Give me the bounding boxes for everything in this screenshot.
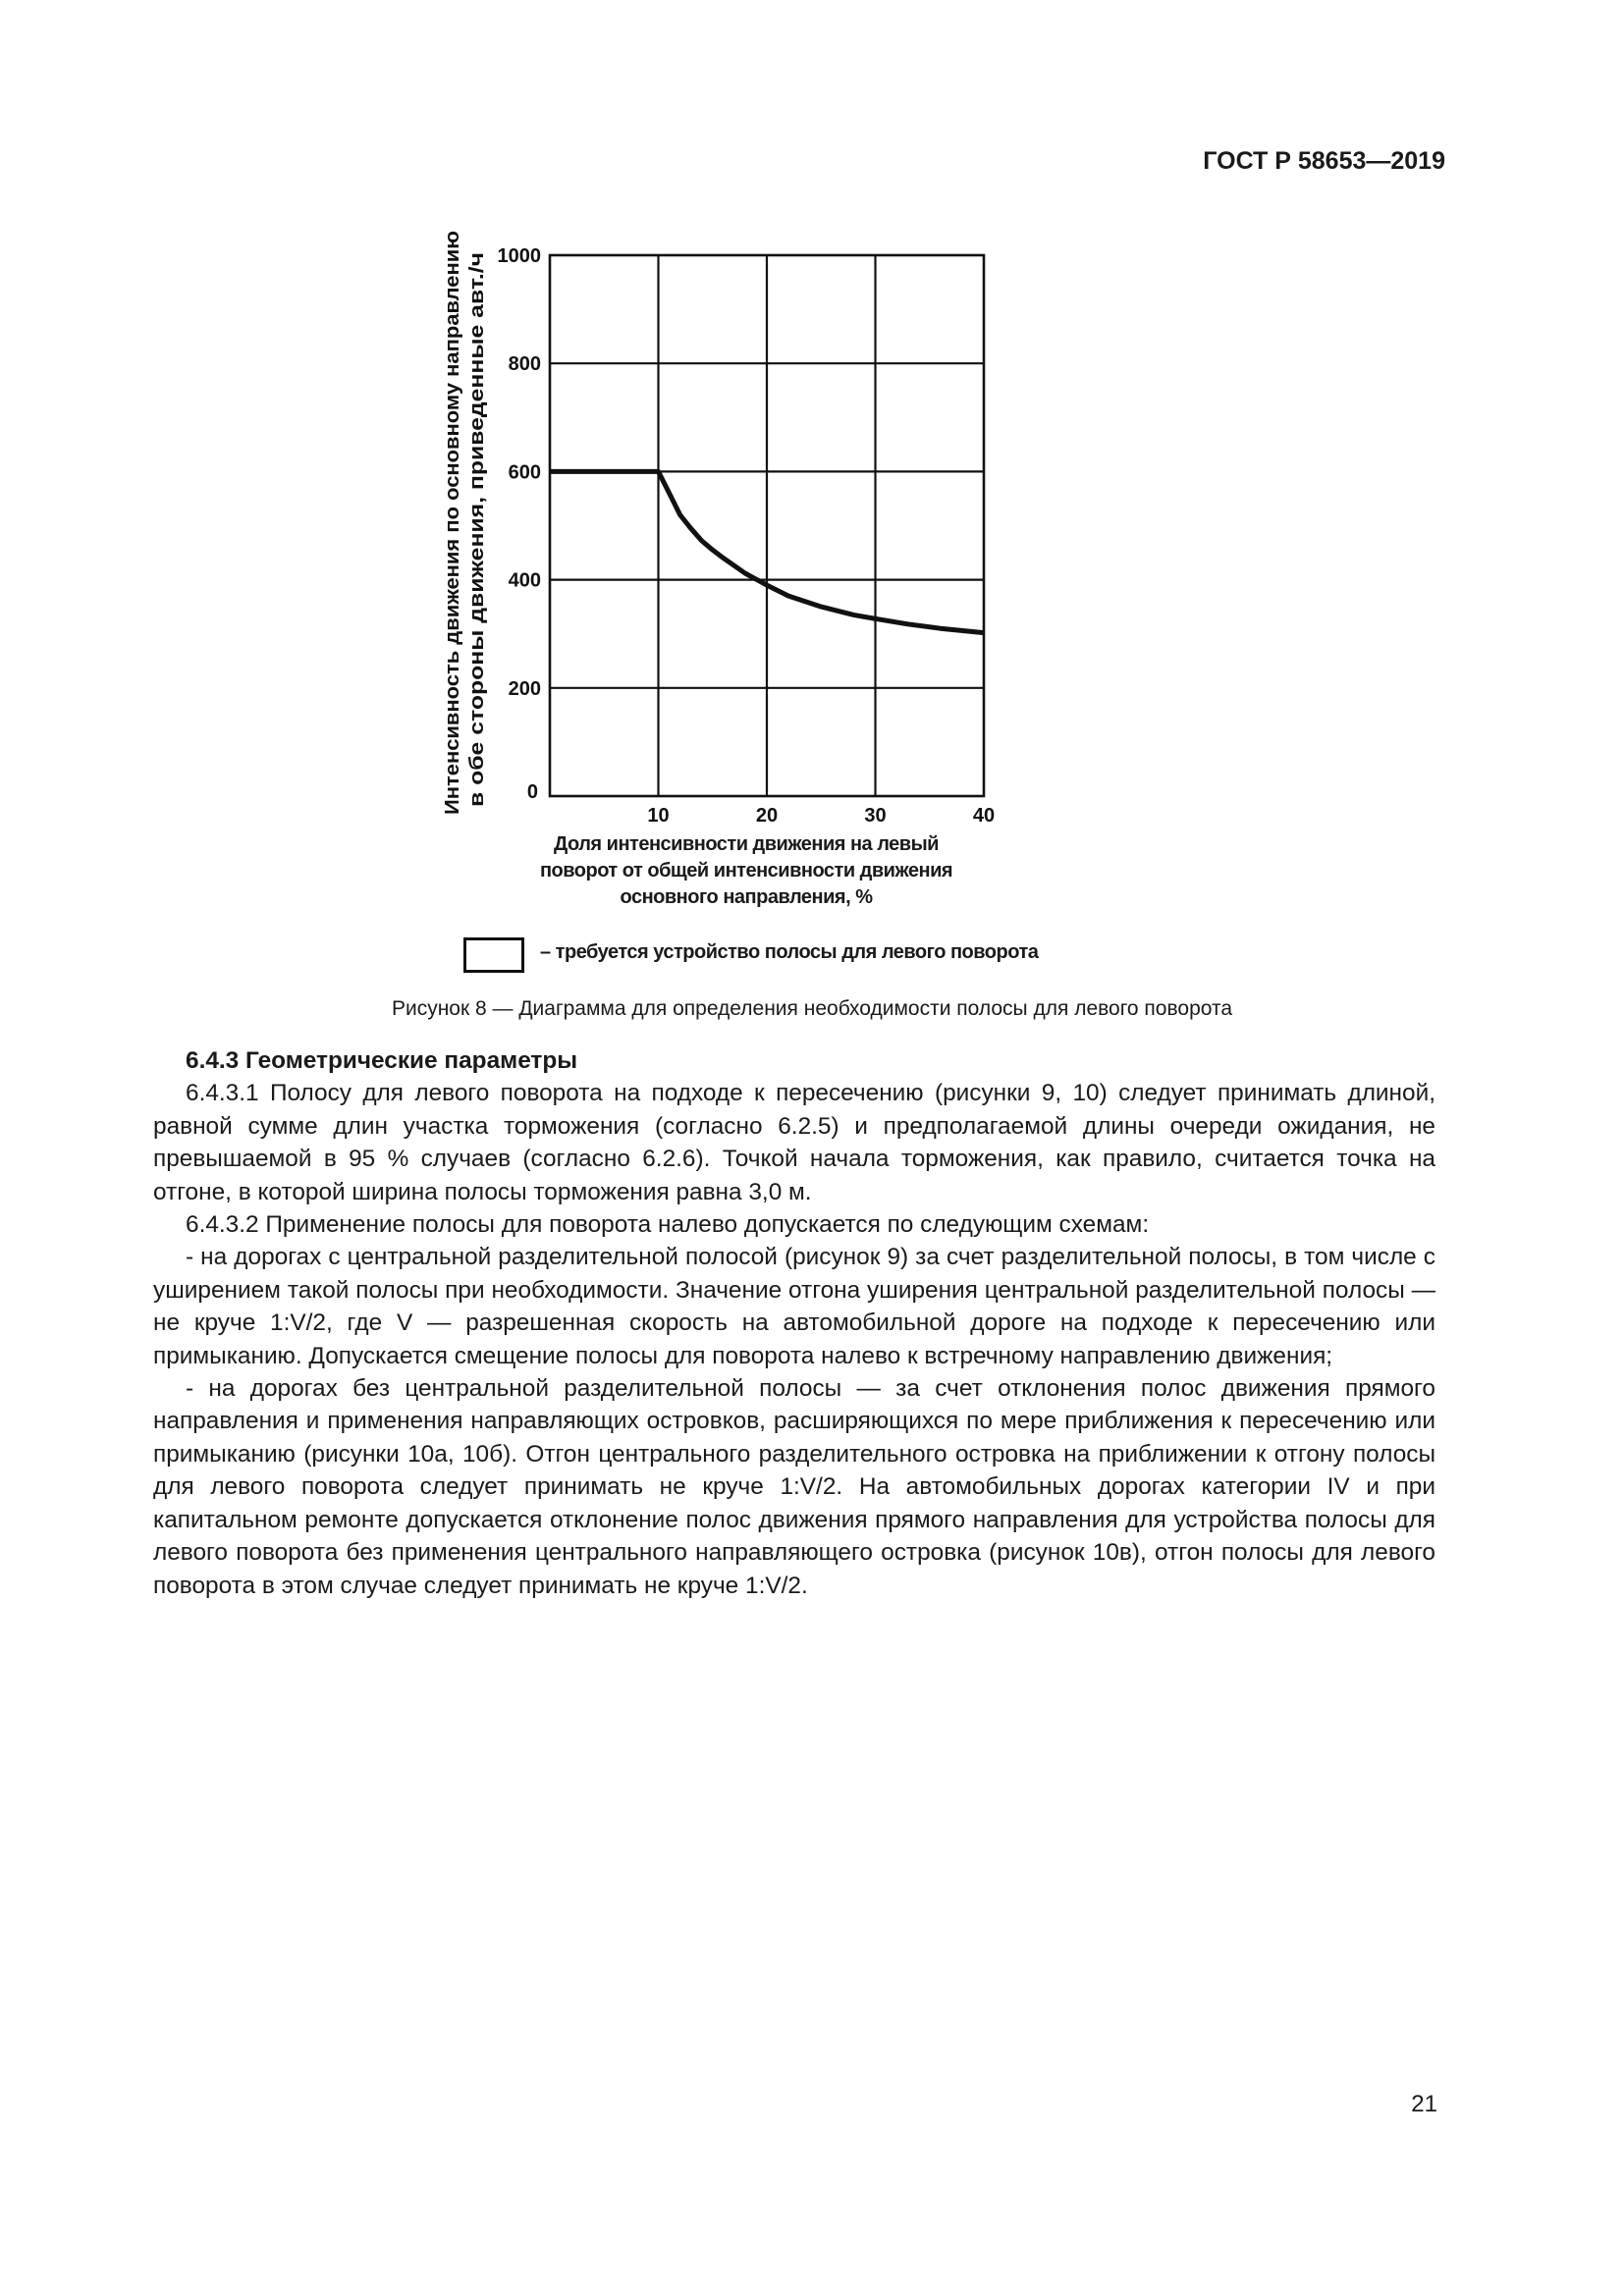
chart — [432, 228, 1139, 827]
section-6-4-3 — [153, 1044, 1435, 1602]
document-code: ГОСТ Р 58653—2019 — [1203, 147, 1445, 175]
x-tick-label: 20 — [755, 805, 779, 827]
section-heading: 6.4.3 Геометрические параметры — [186, 1047, 578, 1074]
figure-8 — [432, 228, 1139, 993]
paragraph-6-4-3-1: 6.4.3.1 Полосу для левого поворота на подходе к пересечению (рисунки 9, 10) следует принимать длиной, равной сумме длин участка торможения (согласно 6.2.5) и предполагаемой длины очереди ожидания, не превышаемой в 95 % случаев (согласно 6.2.6). Точкой начала торможения, как правило, считается точка на отгоне, в которой ширина полосы торможения равна 3,0 м. — [153, 1080, 1435, 1205]
y-tick-label: 400 — [508, 569, 541, 592]
paragraph-6-4-3-2: 6.4.3.2 Применение полосы для поворота налево допускается по следующим схемам: — [186, 1211, 1150, 1239]
y-tick-label: 200 — [508, 677, 541, 700]
legend-swatch — [463, 937, 524, 973]
grid — [550, 255, 984, 796]
figure-caption: Рисунок 8 — Диаграмма для определения необходимости полосы для левого поворота — [391, 997, 1233, 1020]
x-axis-label-line2: поворот от общей интенсивности движения — [539, 860, 953, 881]
legend-text: – требуется устройство полосы для левого поворота — [540, 941, 1039, 963]
x-tick-label: 30 — [864, 805, 887, 827]
x-axis-label-line3: основного направления, % — [620, 886, 873, 908]
x-tick-label: 0 — [526, 781, 538, 803]
x-axis-label — [501, 831, 992, 911]
list-item-without-median: - на дорогах без центральной разделительной полосы — за счет отклонения полос движения прямого направления и применения направляющих островков, расширяющихся по мере приближения к пересечению или примыканию (рисунки 10а, 10б). Отгон центрального разделительного островка на приближении к отгону полосы для левого поворота следует принимать не круче 1:V/2. На автомобильных дорогах категории IV и при капитальном ремонте допускается отклонение полос движения прямого направления для устройства полосы для левого поворота без применения центрального направляющего островка (рисунок 10в), отгон полосы для левого поворота в этом случае следует принимать не круче 1:V/2. — [153, 1375, 1435, 1599]
x-tick-label: 10 — [647, 805, 670, 827]
y-tick-label: 1000 — [497, 245, 541, 267]
y-axis-label-line2: в обе стороны движения, приведенные авт./ч — [466, 359, 488, 807]
x-axis-label-line1: Доля интенсивности движения на левый — [554, 833, 939, 855]
tick-labels — [498, 245, 996, 827]
y-axis-label-line1: Интенсивность движения по основному направлению — [442, 282, 463, 815]
x-tick-label: 40 — [972, 805, 996, 827]
y-tick-label: 600 — [508, 461, 541, 484]
list-item-with-median: - на дорогах с центральной разделительной полосой (рисунок 9) за счет разделительной полосы, в том числе с уширением такой полосы при необходимости. Значение отгона уширения центральной разделительной полосы — не круче 1:V/2, где V — разрешенная скорость на автомобильной дороге на подходе к пересечению или примыканию. Допускается смещение полосы для поворота налево к встречному направлению движения; — [153, 1244, 1435, 1369]
y-tick-label: 800 — [508, 353, 541, 376]
page-number: 21 — [1411, 2091, 1437, 2117]
